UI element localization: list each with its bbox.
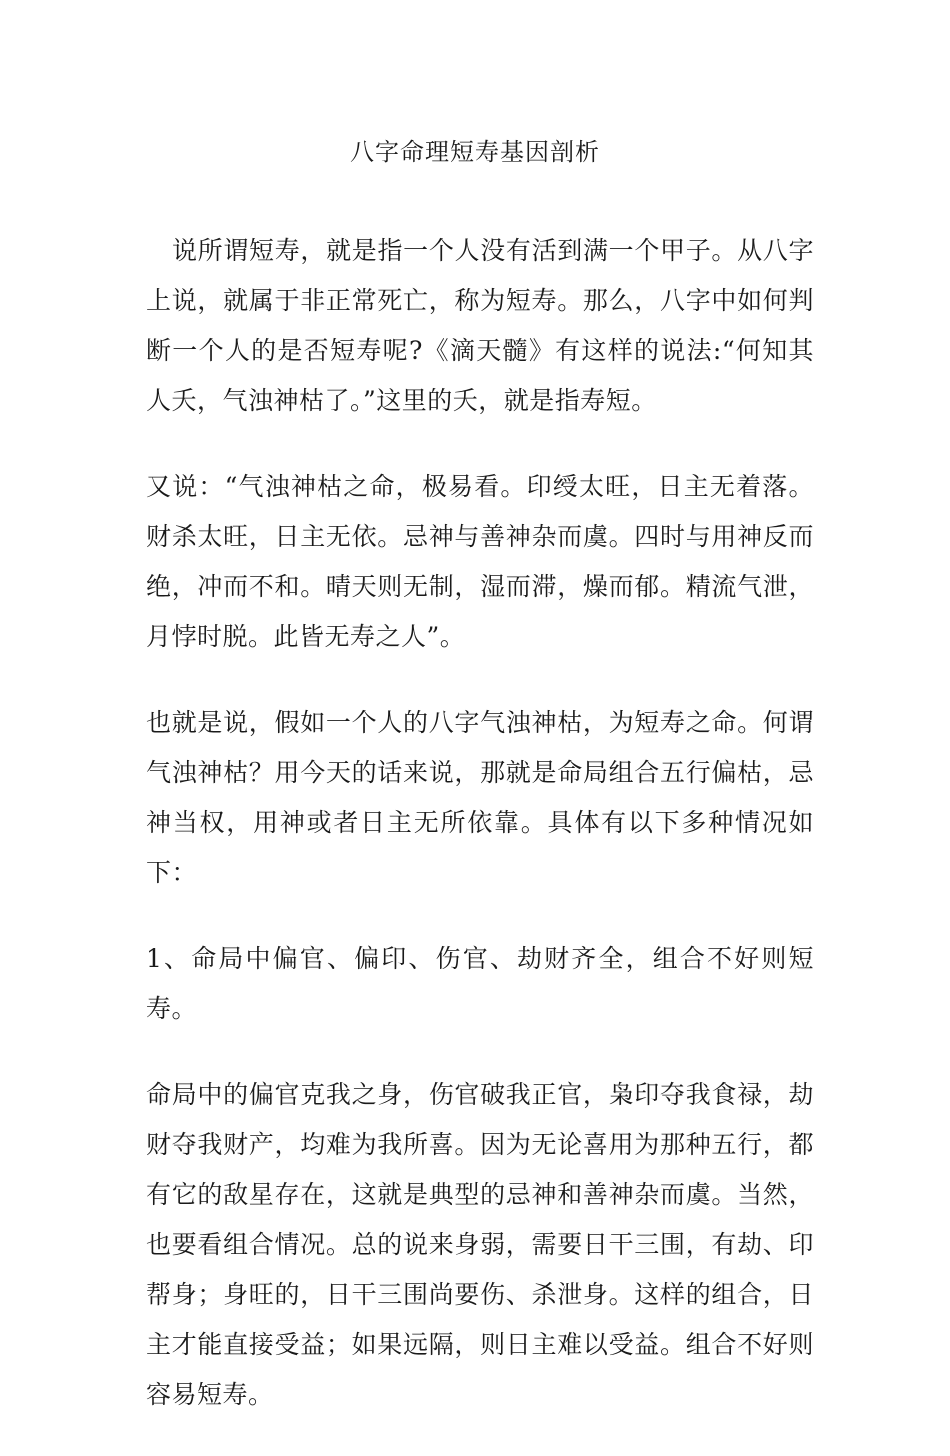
document-body (146, 226, 814, 1456)
paragraph-quote: 又说：“气浊神枯之命，极易看。印绶太旺，日主无着落。财杀太旺，日主无依。忌神与善神杂而虞。四时与用神反而绝，冲而不和。晴天则无制，湿而滞，燥而郁。精流气泄，月悖时脱。此皆无寿之人”。 (146, 472, 814, 651)
paragraph-item-1-heading: 1、命局中偏官、偏印、伤官、劫财齐全，组合不好则短寿。 (146, 944, 814, 1023)
paragraph-explanation: 也就是说，假如一个人的八字气浊神枯，为短寿之命。何谓气浊神枯？用今天的话来说，那就是命局组合五行偏枯，忌神当权，用神或者日主无所依靠。具体有以下多种情况如下： (146, 708, 814, 887)
document-title: 八字命理短寿基因剖析 (350, 138, 600, 166)
paragraph-item-1-detail: 命局中的偏官克我之身，伤官破我正官，枭印夺我食禄，劫财夺我财产，均难为我所喜。因为无论喜用为那种五行，都有它的敌星存在，这就是典型的忌神和善神杂而虞。当然，也要看组合情况。总的说来身弱，需要日干三围，有劫、印帮身；身旺的，日干三围尚要伤、杀泄身。这样的组合，日主才能直接受益；如果远隔，则日主难以受益。组合不好则容易短寿。 (146, 1080, 814, 1409)
paragraph-intro: 说所谓短寿，就是指一个人没有活到满一个甲子。从八字上说，就属于非正常死亡，称为短寿。那么，八字中如何判断一个人的是否短寿呢?《滴天髓》有这样的说法:“何知其人夭，气浊神枯了。”这里的夭，就是指寿短。 (146, 236, 814, 415)
